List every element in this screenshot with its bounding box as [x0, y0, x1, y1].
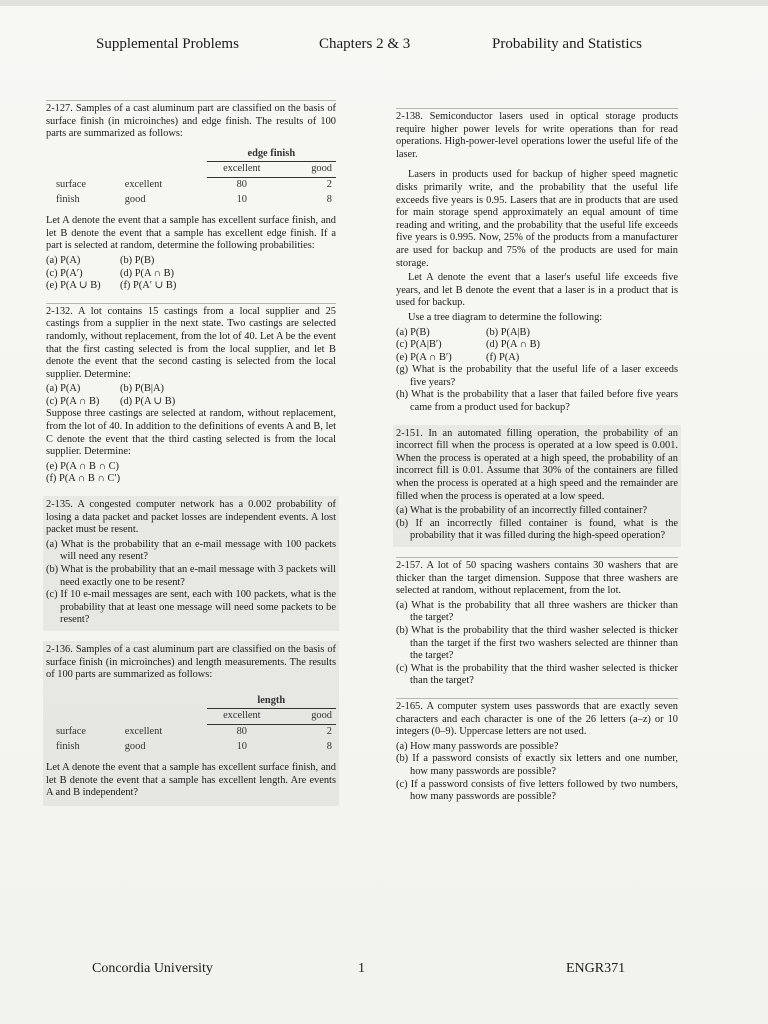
part-a: (a) How many passwords are possible?	[396, 740, 559, 752]
problem-2-165	[396, 698, 678, 804]
part-b: (b) P(A|B)	[486, 326, 530, 338]
part-c: (c) P(A ∩ B)	[46, 395, 100, 407]
row-group-label: finish	[56, 193, 80, 205]
col-header: excellent	[207, 162, 277, 178]
table-title: edge finish	[207, 147, 336, 162]
part-c: (c) What is the probability that the third washer selected is thicker than the target?	[396, 662, 678, 687]
part-d: (d) P(A ∩ B)	[486, 339, 540, 351]
footer-right: ENGR371	[566, 961, 626, 976]
row-label: excellent	[124, 725, 163, 737]
row-group-label: finish	[56, 740, 80, 752]
problem-intro: 2-132. A lot contains 15 castings from a local supplier and 25 castings from a supplier in the next state. Two castings are selected randomly, without replacement, from the lot of 40. Let A be the event that the first casting selected is from the local supplier, and let B denote the event that the second casting is selected from the local supplier. Determine:	[46, 305, 336, 380]
part-h: (h) What is the probability that a laser that failed before five years came from a product used for backup?	[396, 389, 678, 414]
row-group-label: surface	[56, 725, 86, 737]
problem-2-127	[46, 100, 336, 293]
footer-left: Concordia University	[92, 961, 213, 976]
part-e: (e) P(A ∩ B′)	[396, 351, 452, 363]
part-c: (c) If a password consists of five letters followed by two numbers, how many passwords are possible?	[396, 778, 678, 803]
edge-finish-table	[52, 147, 336, 207]
part-a: (a) P(B)	[396, 326, 430, 338]
problem-2-151	[393, 425, 681, 547]
header-center: Chapters 2 & 3	[319, 36, 411, 52]
part-b: (b) What is the probability that an e-mail message with 3 packets will need exactly one to be resent?	[46, 564, 336, 588]
problem-intro: 2-157. A lot of 50 spacing washers contains 30 washers that are thicker than the target dimension. Suppose that three washers are selected at random, without replacement, from the lot.	[396, 560, 678, 597]
header-right: Probability and Statistics	[492, 36, 642, 52]
problem-body: Let A denote the event that a sample has excellent surface finish, and let B denote the event that a sample has excellent length. Are events A and B independent?	[46, 762, 336, 799]
part-a: (a) What is the probability that all three washers are thicker than the target?	[396, 599, 678, 624]
problem-2-135	[43, 496, 339, 631]
col-header: good	[277, 709, 336, 725]
row-group-label: surface	[56, 178, 86, 190]
part-b: (b) If an incorrectly filled container is found, what is the probability that it was filled during the high-speed operation?	[396, 517, 678, 542]
problem-intro: 2-165. A computer system uses passwords that are exactly seven characters and each character is one of the 26 letters (a–z) or 10 integers (0–9). Uppercase letters are not used.	[396, 700, 678, 738]
problem-2-138	[396, 108, 678, 415]
cell: 2	[326, 178, 332, 190]
part-f: (f) P(A ∩ B ∩ C′)	[46, 473, 121, 485]
part-b: (b) P(B)	[120, 254, 155, 266]
problem-body: Let A denote the event that a laser's useful life exceeds five years, and let B denote the event that a laser is in a product that is used for backup.	[396, 272, 678, 309]
row-label: excellent	[124, 178, 163, 190]
part-d: (d) P(A ∪ B)	[120, 395, 176, 407]
part-a: (a) What is the probability that an e-mail message with 100 packets will need any resent?	[46, 538, 336, 563]
row-label: good	[124, 740, 146, 752]
cell: 10	[236, 193, 247, 205]
col-header: good	[277, 162, 336, 178]
left-column	[46, 100, 336, 816]
problem-2-136	[43, 641, 339, 806]
problem-2-132	[46, 303, 336, 486]
problem-body: Let A denote the event that a sample has excellent surface finish, and let B denote the event that a sample has excellent edge finish. If a part is selected at random, determine the following probabilities:	[46, 215, 336, 252]
part-c: (c) P(A|B′)	[396, 339, 442, 351]
problem-intro: 2-151. In an automated filling operation, the probability of an incorrect fill when the process is operated at a low speed is 0.001. When the process is operated at a high speed, the probability of an incorrect fill is 0.01. Assume that 30% of the containers are filled when the process is operated at a high speed and the remainder are filled when the process is operated at a low speed.	[396, 427, 678, 502]
problem-body: Lasers in products used for backup of higher speed magnetic disks primarily write, and the probability that the useful life exceeds five years is 0.95. Lasers that are in products that are used for main storage spend approximately an equal amount of time reading and writing, and the probability that the useful life exceeds five years is 0.995. Now, 25% of the products from a manufacturer are used for backup and 75% of the products are used for main storage.	[396, 169, 678, 269]
header-left: Supplemental Problems	[96, 36, 239, 52]
part-g: (g) What is the probability that the useful life of a laser exceeds five years?	[396, 364, 678, 388]
cell: 8	[326, 193, 332, 205]
part-e: (e) P(A ∪ B)	[46, 280, 101, 292]
part-a: (a) What is the probability of an incorrectly filled container?	[396, 505, 648, 517]
problem-intro: 2-127. Samples of a cast aluminum part are classified on the basis of surface finish (in microinches) and edge finish. The results of 100 parts are summarized as follows:	[46, 103, 336, 140]
cell: 80	[236, 725, 247, 737]
row-label: good	[124, 193, 146, 205]
cell: 80	[236, 178, 247, 190]
part-c: (c) If 10 e-mail messages are sent, each with 100 packets, what is the probability that at least one message will need some packets to be resent?	[46, 589, 336, 626]
problem-intro: 2-138. Semiconductor lasers used in optical storage products require higher power levels for write operations than for read operations. High-power-level operations lower the useful life of the laser.	[396, 111, 678, 160]
part-d: (d) P(A ∩ B)	[120, 267, 174, 279]
right-column	[396, 108, 678, 814]
problem-2-157	[396, 557, 678, 688]
part-a: (a) P(A)	[46, 254, 81, 266]
cell: 8	[326, 740, 332, 752]
problem-body: Suppose three castings are selected at random, without replacement, from the lot of 40. In addition to the definitions of events A and B, let C denote the event that the third casting selected is from the local supplier. Determine:	[46, 408, 336, 458]
cell: 10	[236, 740, 247, 752]
problem-intro: 2-136. Samples of a cast aluminum part are classified on the basis of surface finish (in microinches) and length measurements. The results of 100 parts are summarized as follows:	[46, 643, 336, 681]
footer-page-number: 1	[358, 961, 365, 976]
part-b: (b) What is the probability that the third washer selected is thicker than the target if the first two washers selected are thinner than the target?	[396, 624, 678, 662]
table-title: length	[207, 694, 336, 709]
scan-top-strip	[0, 0, 768, 6]
problem-intro: 2-135. A congested computer network has a 0.002 probability of losing a data packet and packet losses are independent events. A lost packet must be resent.	[46, 499, 336, 536]
problem-body: Use a tree diagram to determine the following:	[408, 311, 603, 323]
part-b: (b) P(B|A)	[120, 383, 164, 395]
part-a: (a) P(A)	[46, 383, 81, 395]
part-f: (f) P(A′ ∪ B)	[120, 280, 177, 292]
cell: 2	[326, 725, 332, 737]
part-c: (c) P(A′)	[46, 267, 83, 279]
col-header: excellent	[207, 709, 277, 725]
length-table	[52, 694, 336, 754]
part-e: (e) P(A ∩ B ∩ C)	[46, 460, 120, 472]
part-f: (f) P(A)	[486, 351, 520, 363]
part-b: (b) If a password consists of exactly six letters and one number, how many passwords are possible?	[396, 753, 678, 777]
